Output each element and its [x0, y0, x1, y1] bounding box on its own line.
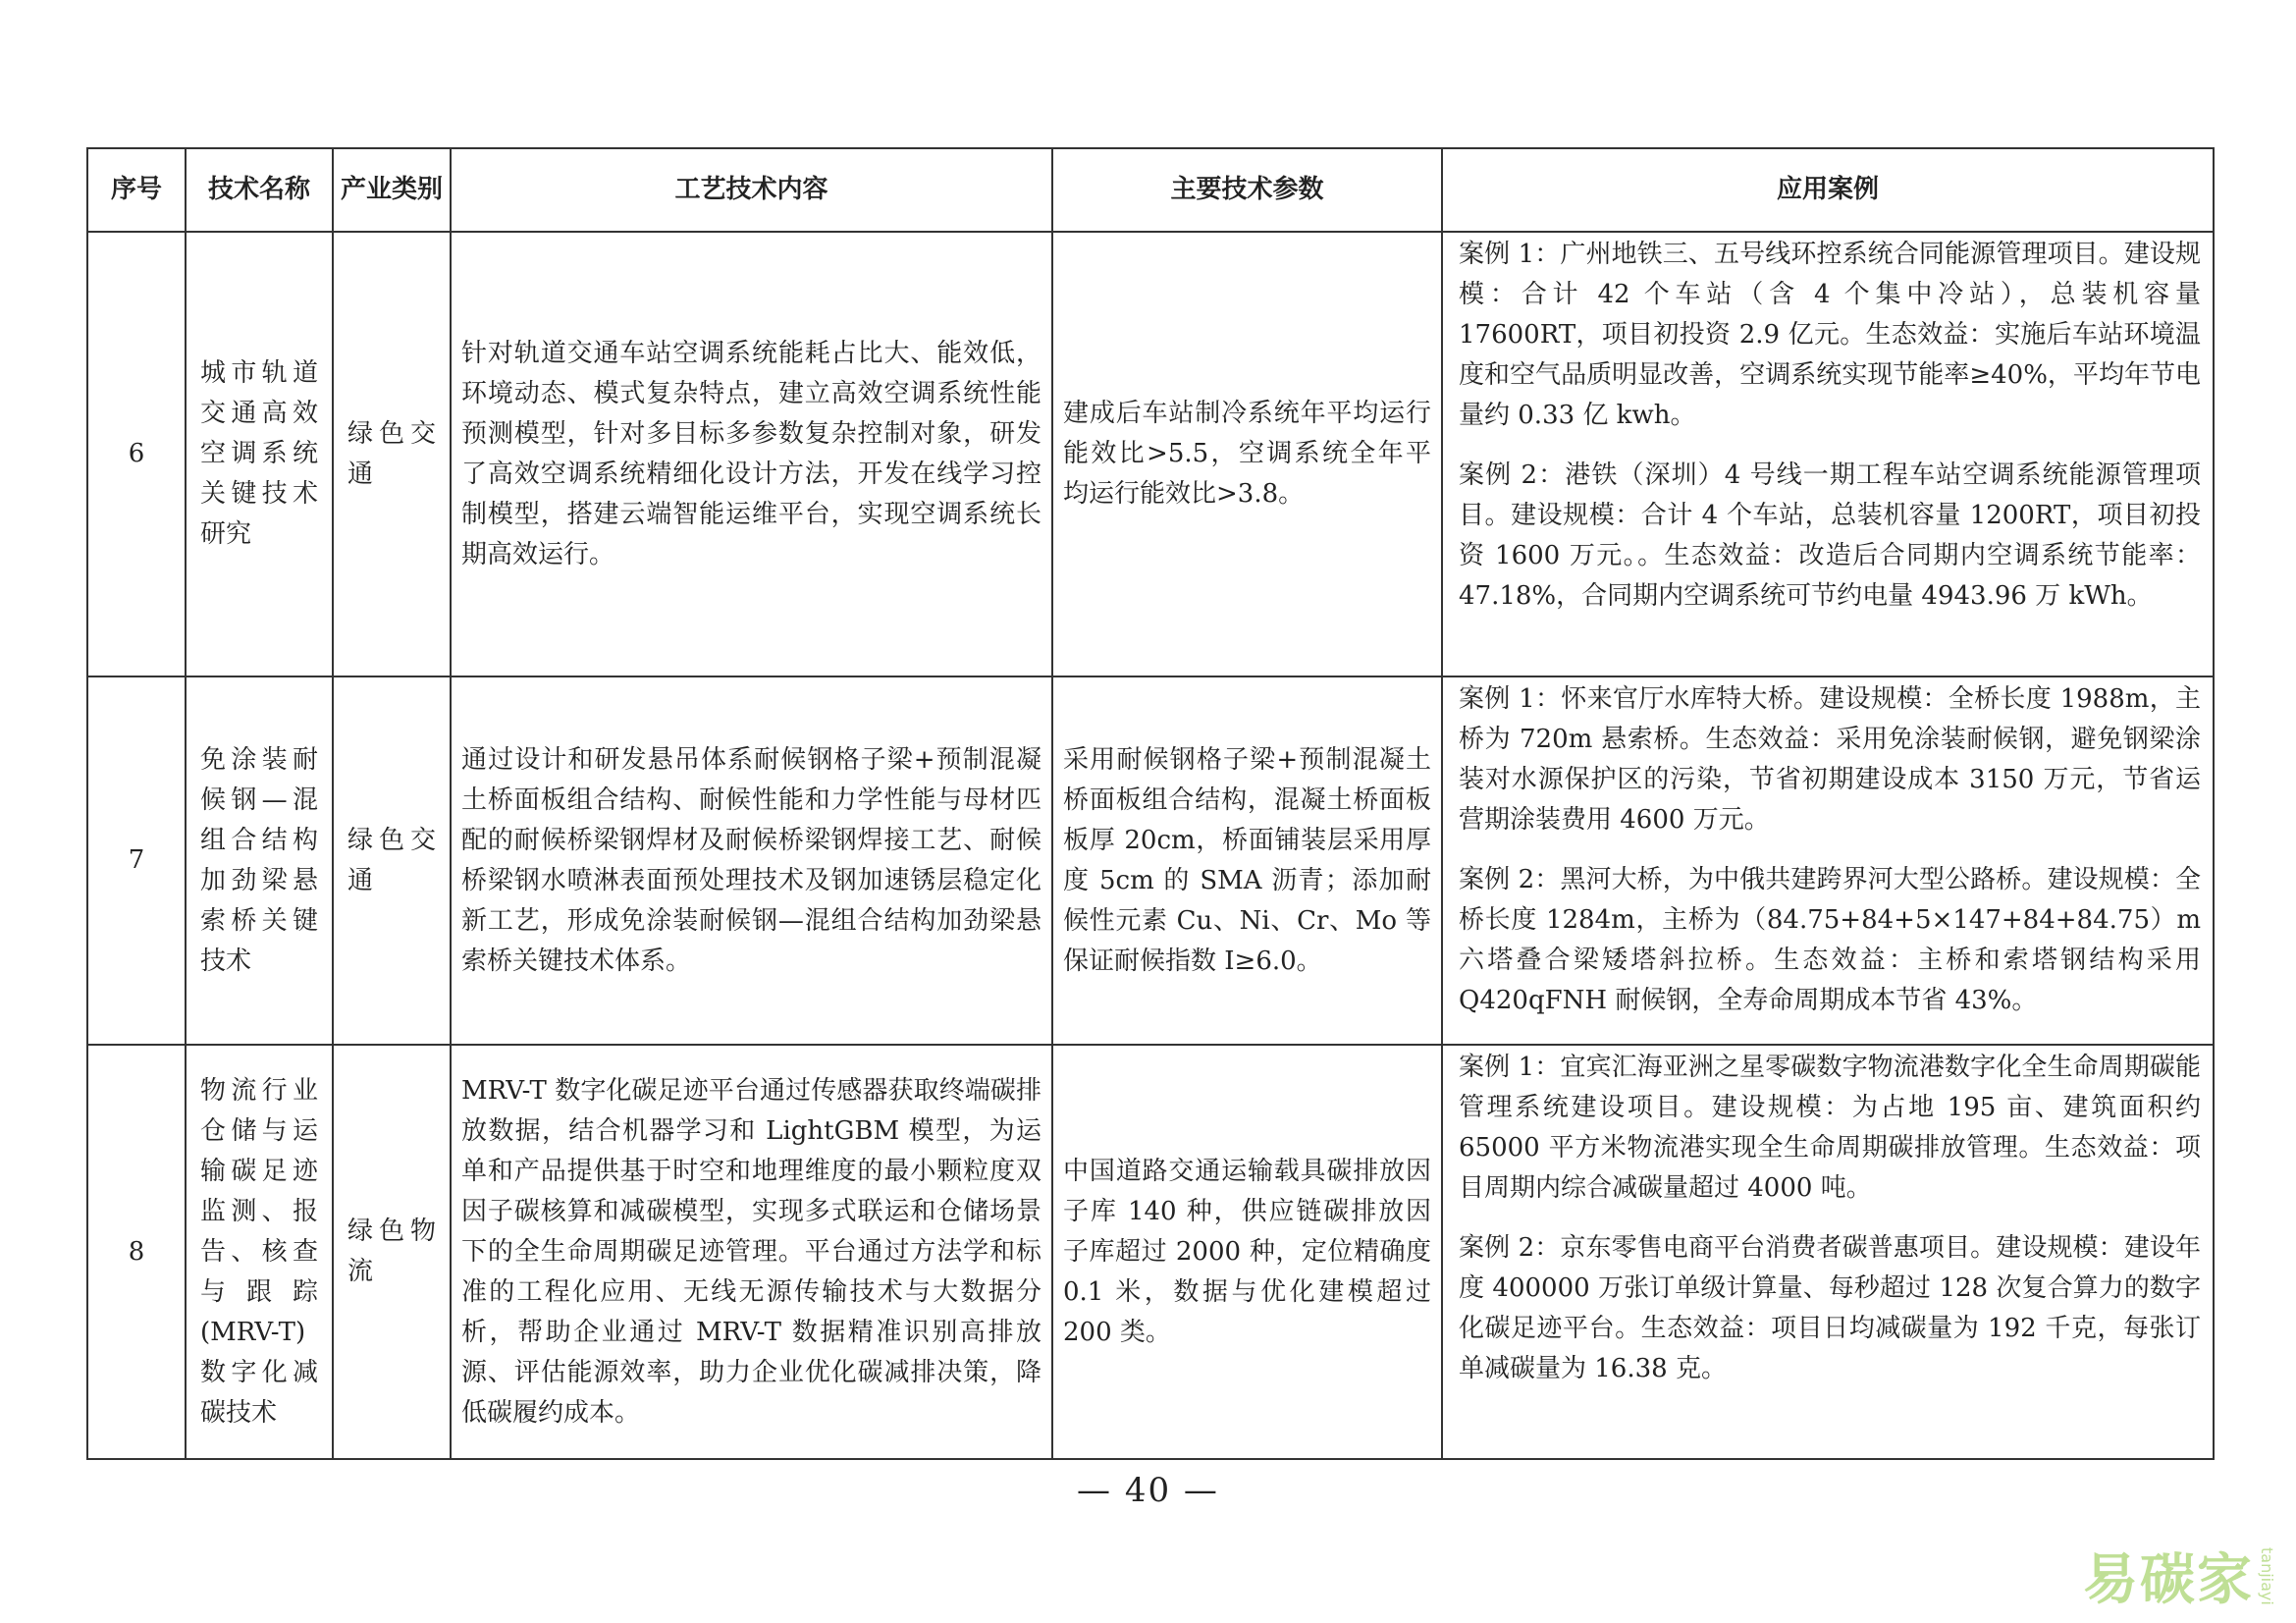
- row-number: 6: [87, 232, 186, 676]
- industry-category: [333, 232, 451, 676]
- main-parameters-text: 采用耐候钢格子梁+预制混凝土桥面板组合结构，混凝土桥面板板厚 20cm，桥面铺装层采用厚度 5cm 的 SMA 沥青；添加耐候性元素 Cu、Ni、Cr、Mo 等保证耐候指数 I≥6.0。: [1063, 744, 1431, 976]
- header-cases: 应用案例: [1442, 148, 2214, 232]
- case-1: 案例 1：怀来官厅水库特大桥。建设规模：全桥长度 1988m，主桥为 720m 悬索桥。生态效益：采用免涂装耐候钢，避免钢梁涂装对水源保护区的污染，节省初期建设成本 3150 万元，节省运营期涂装费用 4600 万元。: [1459, 684, 2201, 835]
- industry-category-text: 绿色交通: [347, 825, 436, 895]
- header-process: 工艺技术内容: [451, 148, 1052, 232]
- process-content-text: MRV-T 数字化碳足迹平台通过传感器获取终端碳排放数据，结合机器学习和 LightGBM 模型，为运单和产品提供基于时空和地理维度的最小颗粒度双因子碳核算和减碳模型，实现多式联运和仓储场景下的全生命周期碳足迹管理。平台通过方法学和标准的工程化应用、无线无源传输技术与大数据分析，帮助企业通过 MRV-T 数据精准识别高排放源、评估能源效率，助力企业优化碳减排决策，降低碳履约成本。: [461, 1075, 1041, 1428]
- row-number: 7: [87, 676, 186, 1045]
- header-category: 产业类别: [333, 148, 451, 232]
- industry-category: [333, 676, 451, 1045]
- application-cases: [1442, 676, 2214, 1045]
- main-parameters-text: 中国道路交通运输载具碳排放因子库 140 种，供应链碳排放因子库超过 2000 种，定位精确度 0.1 米，数据与优化建模超过 200 类。: [1063, 1156, 1431, 1347]
- process-content-text: 针对轨道交通车站空调系统能耗占比大、能效低，环境动态、模式复杂特点，建立高效空调系统性能预测模型，针对多目标多参数复杂控制对象，研发了高效空调系统精细化设计方法，开发在线学习控制模型，搭建云端智能运维平台，实现空调系统长期高效运行。: [461, 338, 1041, 569]
- watermark-latin: tanjiayi: [2258, 1546, 2276, 1605]
- technology-name-text: 城市轨道交通高效空调系统关键技术研究: [200, 358, 318, 549]
- header-no: 序号: [87, 148, 186, 232]
- process-content-text: 通过设计和研发悬吊体系耐候钢格子梁+预制混凝土桥面板组合结构、耐候性能和力学性能与母材匹配的耐候桥梁钢焊材及耐候桥梁钢焊接工艺、耐候桥梁钢水喷淋表面预处理技术及钢加速锈层稳定化新工艺，形成免涂装耐候钢—混组合结构加劲梁悬索桥关键技术体系。: [461, 744, 1041, 976]
- table-row: [87, 1045, 2214, 1459]
- process-content: [451, 232, 1052, 676]
- main-parameters-text: 建成后车站制冷系统年平均运行能效比>5.5，空调系统全年平均运行能效比>3.8。: [1063, 399, 1431, 509]
- industry-category: [333, 1045, 451, 1459]
- table-header-row: [87, 148, 2214, 232]
- header-params: 主要技术参数: [1052, 148, 1442, 232]
- watermark-text: 易碳家: [2083, 1548, 2254, 1612]
- case-2: 案例 2：黑河大桥，为中俄共建跨界河大型公路桥。建设规模：全桥长度 1284m，主桥为（84.75+84+5×147+84+84.75）m 六塔叠合梁矮塔斜拉桥。生态效益：主桥和索塔钢结构采用 Q420qFNH 耐候钢，全寿命周期成本节省 43%。: [1459, 865, 2201, 1015]
- table-row: [87, 676, 2214, 1045]
- technology-name: [186, 1045, 333, 1459]
- technology-table: [86, 147, 2215, 1460]
- application-cases: [1442, 1045, 2214, 1459]
- header-name: 技术名称: [186, 148, 333, 232]
- main-parameters: [1052, 676, 1442, 1045]
- case-2: 案例 2：京东零售电商平台消费者碳普惠项目。建设规模：建设年度 400000 万张订单级计算量、每秒超过 128 次复合算力的数字化碳足迹平台。生态效益：项目日均减碳量为 192 千克，每张订单减碳量为 16.38 克。: [1459, 1233, 2201, 1383]
- case-2: 案例 2：港铁（深圳）4 号线一期工程车站空调系统能源管理项目。建设规模：合计 4 个车站，总装机容量 1200RT，项目初投资 1600 万元。。生态效益：改造后合同期内空调系统节能率：47.18%，合同期内空调系统可节约电量 4943.96 万 kWh。: [1459, 460, 2201, 611]
- industry-category-text: 绿色物流: [347, 1217, 436, 1286]
- row-number: 8: [87, 1045, 186, 1459]
- page-number: — 40 —: [1077, 1471, 1219, 1510]
- process-content: [451, 676, 1052, 1045]
- industry-category-text: 绿色交通: [347, 418, 436, 489]
- technology-name: [186, 232, 333, 676]
- table-row: [87, 232, 2214, 676]
- technology-name-text: 物流行业仓储与运输碳足迹监测、报告、核查与跟踪(MRV-T)数字化减碳技术: [200, 1075, 318, 1428]
- technology-name: [186, 676, 333, 1045]
- main-parameters: [1052, 1045, 1442, 1459]
- technology-name-text: 免涂装耐候钢—混组合结构加劲梁悬索桥关键技术: [200, 744, 318, 976]
- main-parameters: [1052, 232, 1442, 676]
- process-content: [451, 1045, 1052, 1459]
- watermark-logo: [2083, 1537, 2276, 1615]
- case-1: 案例 1：宜宾汇海亚洲之星零碳数字物流港数字化全生命周期碳能管理系统建设项目。建设规模：为占地 195 亩、建筑面积约 65000 平方米物流港实现全生命周期碳排放管理。生态效益：项目周期内综合减碳量超过 4000 吨。: [1459, 1053, 2201, 1203]
- case-1: 案例 1：广州地铁三、五号线环控系统合同能源管理项目。建设规模：合计 42 个车站（含 4 个集中冷站），总装机容量 17600RT，项目初投资 2.9 亿元。生态效益：实施后车站环境温度和空气品质明显改善，空调系统实现节能率≥40%，平均年节电量约 0.33 亿 kwh。: [1459, 240, 2201, 430]
- application-cases: [1442, 232, 2214, 676]
